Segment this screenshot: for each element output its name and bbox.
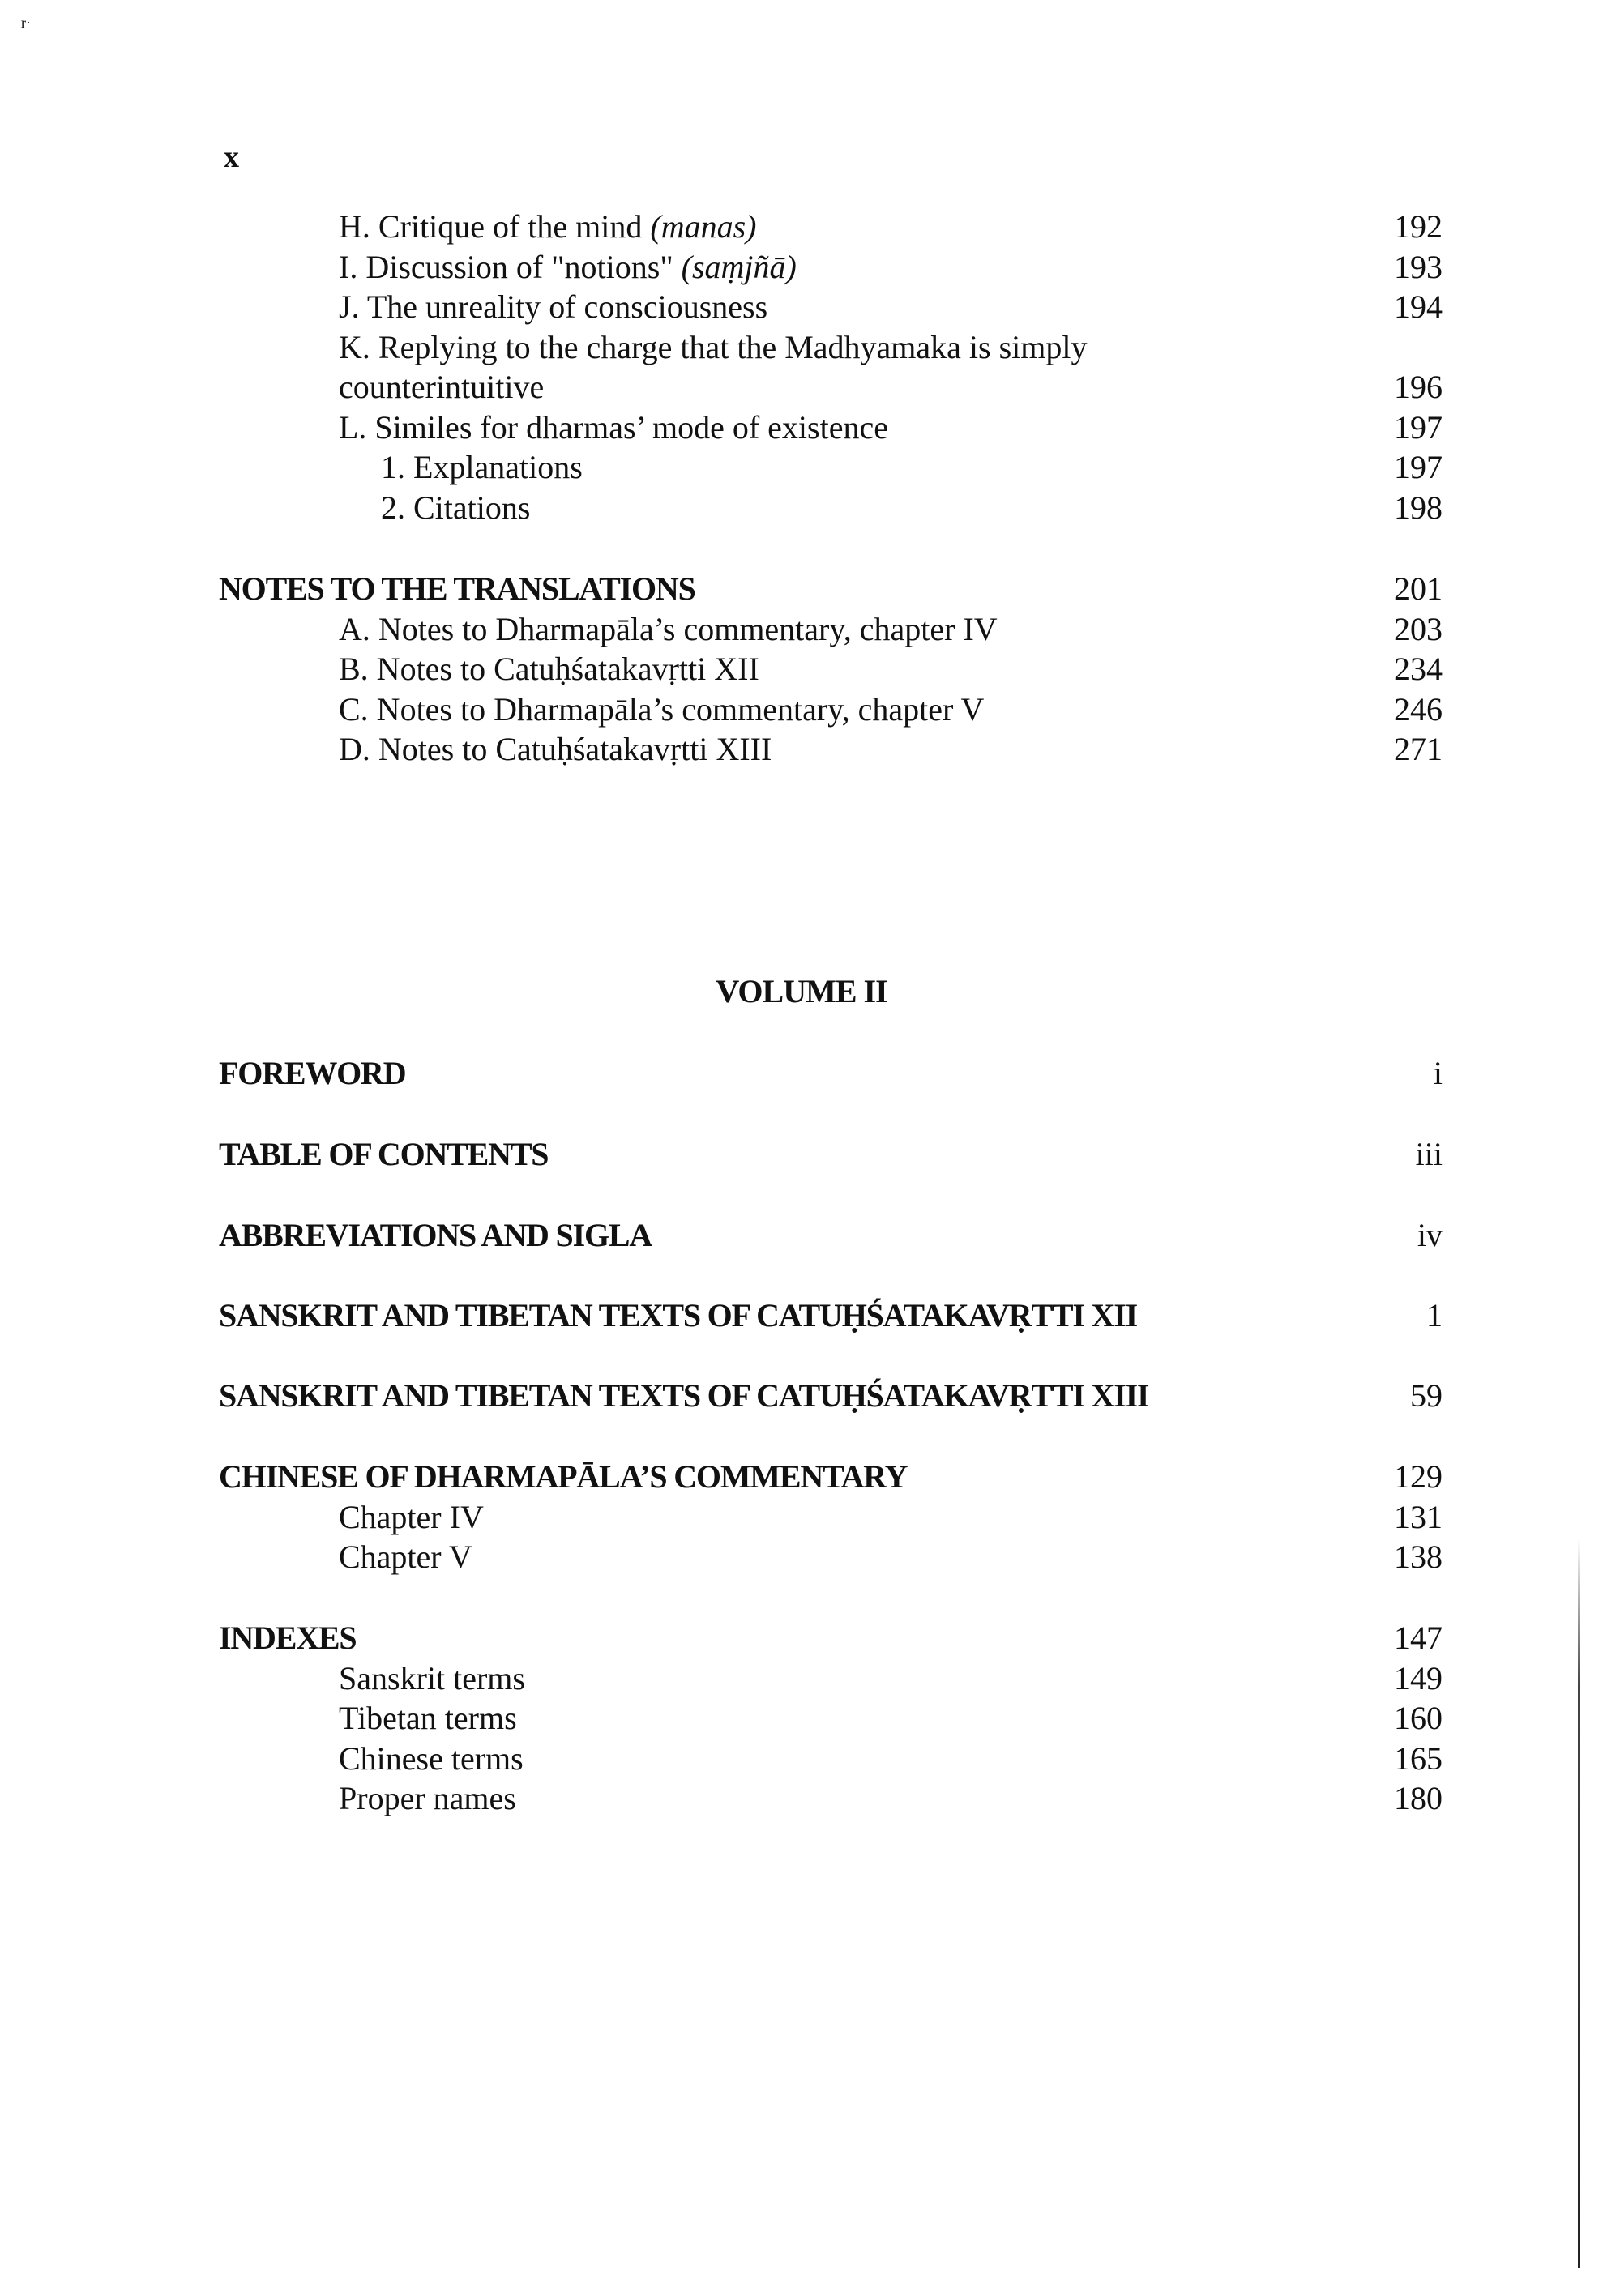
entry-page: 138 [1394, 1538, 1443, 1575]
heading-text: SANSKRIT AND TIBETAN TEXTS OF CATUḤŚATAKAVṚTTI XIII [219, 1377, 1149, 1414]
entry-text: K. Replying to the charge that the Madhyamaka is simply [339, 328, 1088, 365]
toc-volume2-texts [219, 1376, 1443, 1416]
toc-heading [219, 1295, 1443, 1336]
entry-page: 194 [1394, 288, 1443, 325]
entry-text: H. Critique of the mind [339, 208, 651, 245]
toc-entry [219, 408, 1443, 448]
heading-page: i [1433, 1055, 1443, 1091]
entry-text: B. Notes to Catuḥśatakavṛtti XII [339, 651, 759, 687]
heading-text: INDEXES [219, 1620, 357, 1656]
entry-text: Sanskrit terms [339, 1659, 525, 1696]
heading-page: 1 [1426, 1297, 1443, 1334]
toc-entry [219, 327, 1443, 368]
toc-part1 [219, 207, 1443, 527]
toc-entry [219, 1497, 1443, 1538]
toc-entry [219, 1778, 1443, 1819]
toc-subentry [219, 488, 1443, 528]
toc-entry-continuation [219, 367, 1443, 408]
toc-entry [219, 1658, 1443, 1699]
entry-text: Chapter V [339, 1538, 472, 1575]
toc-chinese [219, 1457, 1443, 1577]
entry-page: 193 [1394, 248, 1443, 285]
toc-heading [219, 1376, 1443, 1416]
toc-volume2-texts [219, 1295, 1443, 1336]
entry-text: 1. Explanations [381, 449, 583, 485]
entry-page: 192 [1394, 208, 1443, 245]
toc-subentry [219, 447, 1443, 488]
toc-notes [219, 569, 1443, 770]
toc-entry [219, 609, 1443, 650]
entry-text: Tibetan terms [339, 1700, 517, 1736]
entry-italic: (manas) [650, 208, 757, 245]
entry-page: 196 [1394, 369, 1443, 405]
toc-volume2-front [219, 1215, 1443, 1256]
heading-text: TABLE OF CONTENTS [219, 1136, 549, 1172]
toc-heading [219, 1457, 1443, 1497]
heading-page: iv [1417, 1217, 1443, 1253]
entry-text: J. The unreality of consciousness [339, 288, 768, 325]
heading-text: NOTES TO THE TRANSLATIONS [219, 570, 695, 607]
toc-heading [219, 1134, 1443, 1175]
toc-entry [219, 729, 1443, 770]
entry-page: 165 [1394, 1739, 1443, 1777]
toc-entry [219, 247, 1443, 288]
entry-page: 234 [1394, 651, 1443, 687]
entry-page: 203 [1394, 610, 1443, 647]
heading-page: 201 [1394, 570, 1443, 607]
stray-mark: r· [21, 15, 31, 31]
heading-page: 147 [1394, 1620, 1443, 1656]
entry-text: D. Notes to Catuḥśatakavṛtti XIII [339, 731, 772, 767]
entry-page: 180 [1394, 1780, 1443, 1816]
heading-text: SANSKRIT AND TIBETAN TEXTS OF CATUḤŚATAKAVṚTTI XII [219, 1297, 1137, 1334]
entry-page: 197 [1394, 408, 1443, 446]
heading-page: 129 [1394, 1458, 1443, 1495]
entry-text: I. Discussion of "notions" [339, 248, 682, 285]
entry-text: counterintuitive [339, 369, 545, 405]
entry-page: 271 [1394, 731, 1443, 767]
toc-entry [219, 207, 1443, 247]
toc-entry [219, 649, 1443, 689]
toc-heading [219, 1618, 1443, 1658]
toc-entry [219, 287, 1443, 327]
entry-page: 131 [1394, 1498, 1443, 1535]
entry-text: A. Notes to Dharmapāla’s commentary, chapter IV [339, 610, 998, 647]
entry-page: 149 [1394, 1659, 1443, 1696]
toc-heading [219, 569, 1443, 609]
entry-text: Chapter IV [339, 1498, 484, 1535]
toc-indexes [219, 1618, 1443, 1819]
toc-entry [219, 1537, 1443, 1577]
entry-italic: (saṃjñā) [681, 248, 797, 285]
entry-page: 197 [1394, 449, 1443, 485]
entry-text: Proper names [339, 1780, 516, 1816]
toc-volume2-front [219, 1053, 1443, 1094]
heading-page: iii [1415, 1136, 1443, 1172]
heading-page: 59 [1410, 1377, 1443, 1414]
entry-page: 160 [1394, 1700, 1443, 1736]
entry-page: 198 [1394, 489, 1443, 526]
entry-page: 246 [1394, 690, 1443, 728]
entry-text: 2. Citations [381, 489, 531, 526]
heading-text: ABBREVIATIONS AND SIGLA [219, 1217, 652, 1253]
toc-heading [219, 1215, 1443, 1256]
toc-volume2-front [219, 1134, 1443, 1175]
heading-text: FOREWORD [219, 1055, 406, 1091]
page-number: x [224, 140, 239, 174]
toc-entry [219, 689, 1443, 730]
toc-entry [219, 1739, 1443, 1779]
scan-edge-shadow [1578, 1539, 1580, 2268]
toc-entry [219, 1698, 1443, 1739]
entry-text: C. Notes to Dharmapāla’s commentary, chapter V [339, 690, 985, 728]
entry-text: Chinese terms [339, 1739, 524, 1777]
toc-heading [219, 1053, 1443, 1094]
entry-text: L. Similes for dharmas’ mode of existence [339, 408, 888, 446]
heading-text: CHINESE OF DHARMAPĀLA’S COMMENTARY [219, 1458, 908, 1495]
volume-title: VOLUME II [716, 973, 887, 1009]
